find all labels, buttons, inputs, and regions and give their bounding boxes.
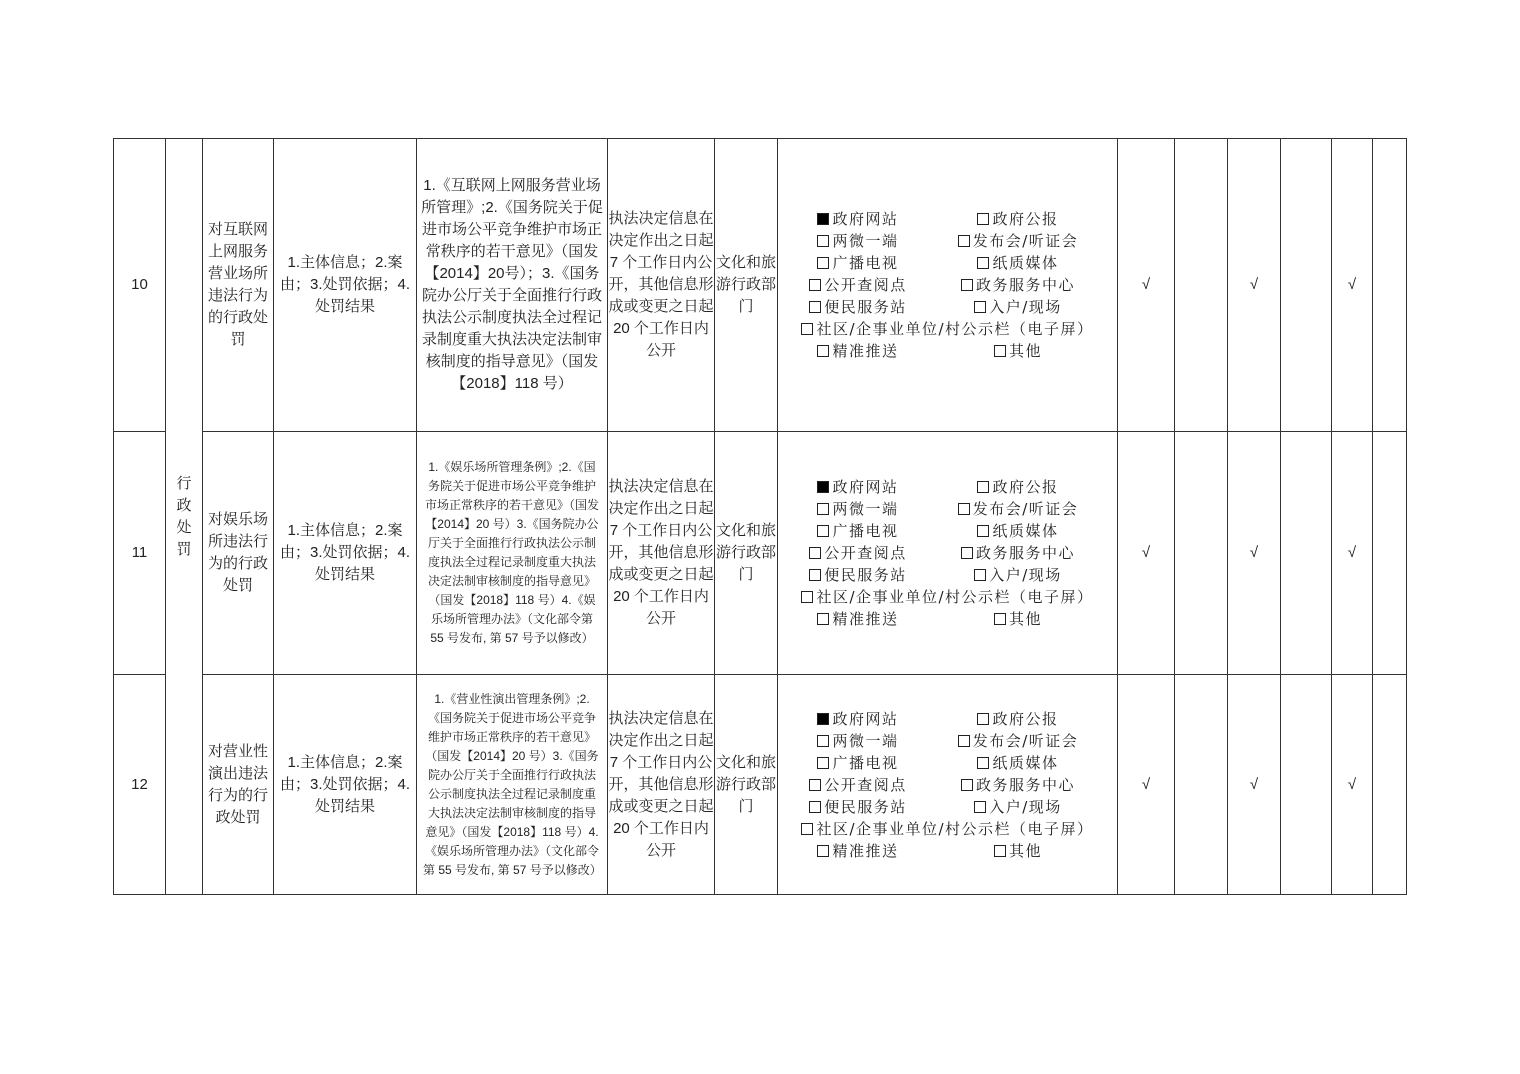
unchecked-box-icon	[809, 301, 821, 313]
channel-label: 发布会/听证会	[972, 232, 1079, 250]
channel-option	[778, 818, 1117, 840]
channel-option	[778, 340, 938, 362]
channel-option	[778, 252, 938, 274]
legal-basis: 1.《互联网上网服务营业场所管理》;2.《国务院关于促进市场公平竞争维护市场正常秩序的若干意见》（国发【2014】20号）；3.《国务院办公厅关于全面推行行政执法公示制度执法全过程记录制度重大执法决定法制审核制度的指导意见》（国发【2018】118 号）	[417, 139, 608, 432]
unchecked-box-icon	[994, 845, 1006, 857]
channel-label: 政府公报	[992, 709, 1059, 728]
channel-option	[938, 498, 1098, 520]
disclosure-time: 执法决定信息在决定作出之日起 7 个工作日内公开，其他信息形成或变更之日起 20 个工作日内公开	[608, 432, 715, 675]
responsible-department: 文化和旅游行政部门	[715, 675, 778, 895]
unchecked-box-icon	[974, 801, 986, 813]
unchecked-box-icon	[958, 235, 970, 247]
unchecked-box-icon	[958, 503, 970, 515]
unchecked-box-icon	[817, 525, 829, 537]
mark-cell	[1373, 139, 1407, 432]
mark-cell	[1175, 139, 1228, 432]
channel-label: 公开查阅点	[824, 544, 907, 562]
mark-cell	[1281, 675, 1332, 895]
unchecked-box-icon	[809, 779, 821, 791]
channel-label: 其他	[1008, 841, 1042, 860]
disclosure-channels	[778, 675, 1118, 895]
checked-box-icon	[817, 713, 829, 725]
channel-option	[778, 230, 938, 252]
channel-label: 政务服务中心	[975, 276, 1075, 294]
channel-label: 两微一端	[832, 731, 899, 750]
channel-option	[938, 796, 1098, 818]
channel-label: 政务服务中心	[975, 544, 1075, 562]
channel-option	[778, 208, 938, 230]
mark-cell	[1175, 432, 1228, 675]
channel-label: 政府公报	[992, 478, 1059, 496]
unchecked-box-icon	[809, 569, 821, 581]
channel-label: 广播电视	[832, 522, 899, 540]
channel-option	[778, 296, 938, 318]
disclosure-time: 执法决定信息在决定作出之日起 7 个工作日内公开，其他信息形成或变更之日起 20 个工作日内公开	[608, 675, 715, 895]
channel-option	[938, 230, 1098, 252]
category-cell	[166, 139, 203, 895]
channel-option	[938, 520, 1098, 542]
row-number: 12	[114, 675, 166, 895]
unchecked-box-icon	[994, 345, 1006, 357]
disclosure-content: 1.主体信息；2.案由；3.处罚依据；4.处罚结果	[274, 675, 417, 895]
legal-basis: 1.《娱乐场所管理条例》;2.《国务院关于促进市场公平竞争维护市场正常秩序的若干意见》（国发【2014】20 号）3.《国务院办公厅关于全面推行行政执法公示制度执法全过程记录制度重大执法决定法制审核制度的指导意见》（国发【2018】118 号）4.《娱乐场所管理办法》（文化部令第 55 号发布, 第 57 号予以修改）	[417, 432, 608, 675]
mark-cell	[1373, 675, 1407, 895]
unchecked-box-icon	[817, 735, 829, 747]
unchecked-box-icon	[809, 801, 821, 813]
channel-option	[778, 542, 938, 564]
channel-label: 其他	[1008, 610, 1042, 628]
disclosure-content: 1.主体信息；2.案由；3.处罚依据；4.处罚结果	[274, 432, 417, 675]
unchecked-box-icon	[817, 235, 829, 247]
channel-option	[938, 752, 1098, 774]
item-name: 对互联网上网服务营业场所违法行为的行政处罚	[203, 139, 274, 432]
channel-label: 社区/企事业单位/村公示栏（电子屏）	[816, 320, 1094, 338]
channel-option	[938, 542, 1098, 564]
channel-label: 公开查阅点	[824, 276, 907, 294]
row-number: 10	[114, 139, 166, 432]
channel-option	[938, 564, 1098, 586]
channel-label: 便民服务站	[824, 566, 907, 584]
channel-label: 政府公报	[992, 210, 1059, 228]
channel-option	[778, 318, 1117, 340]
channel-option	[938, 340, 1098, 362]
channel-label: 便民服务站	[824, 797, 907, 816]
mark-cell	[1175, 675, 1228, 895]
channel-option	[778, 774, 938, 796]
unchecked-box-icon	[801, 591, 813, 603]
disclosure-channels	[778, 139, 1118, 432]
table-row	[114, 432, 1407, 675]
channel-option	[778, 796, 938, 818]
disclosure-time: 执法决定信息在决定作出之日起 7 个工作日内公开，其他信息形成或变更之日起 20 个工作日内公开	[608, 139, 715, 432]
channel-option	[938, 708, 1098, 730]
category-label: 行政处罚	[176, 474, 192, 558]
channel-label: 纸质媒体	[992, 753, 1059, 772]
channel-label: 精准推送	[832, 342, 899, 360]
channel-option	[938, 274, 1098, 296]
channel-option	[938, 774, 1098, 796]
channel-label: 两微一端	[832, 500, 899, 518]
responsible-department: 文化和旅游行政部门	[715, 432, 778, 675]
channel-list	[778, 708, 1117, 862]
unchecked-box-icon	[977, 481, 989, 493]
channel-label: 便民服务站	[824, 298, 907, 316]
channel-option	[778, 752, 938, 774]
unchecked-box-icon	[961, 547, 973, 559]
unchecked-box-icon	[977, 713, 989, 725]
channel-label: 公开查阅点	[824, 775, 907, 794]
unchecked-box-icon	[801, 823, 813, 835]
channel-list	[778, 476, 1117, 630]
unchecked-box-icon	[977, 757, 989, 769]
unchecked-box-icon	[817, 613, 829, 625]
responsible-department: 文化和旅游行政部门	[715, 139, 778, 432]
mark-cell	[1281, 432, 1332, 675]
checked-box-icon	[817, 481, 829, 493]
channel-option	[778, 520, 938, 542]
channel-option	[778, 708, 938, 730]
mark-cell: √	[1118, 432, 1175, 675]
channel-option	[938, 476, 1098, 498]
legal-basis: 1.《营业性演出管理条例》;2.《国务院关于促进市场公平竞争维护市场正常秩序的若干意见》（国发【2014】20 号）3.《国务院办公厅关于全面推行行政执法公示制度执法全过程记录制度重大执法决定法制审核制度的指导意见》（国发【2018】118 号）4.《娱乐场所管理办法》（文化部令第 55 号发布, 第 57 号予以修改）	[417, 675, 608, 895]
unchecked-box-icon	[817, 345, 829, 357]
channel-option	[778, 274, 938, 296]
item-name: 对娱乐场所违法行为的行政处罚	[203, 432, 274, 675]
channel-label: 精准推送	[832, 610, 899, 628]
channel-label: 广播电视	[832, 753, 899, 772]
unchecked-box-icon	[817, 845, 829, 857]
unchecked-box-icon	[801, 323, 813, 335]
channel-option	[778, 564, 938, 586]
unchecked-box-icon	[977, 213, 989, 225]
table-row	[114, 675, 1407, 895]
unchecked-box-icon	[958, 735, 970, 747]
channel-label: 政府网站	[832, 709, 899, 728]
mark-cell: √	[1118, 675, 1175, 895]
channel-option	[778, 498, 938, 520]
channel-label: 政务服务中心	[975, 775, 1075, 794]
channel-label: 纸质媒体	[992, 522, 1059, 540]
mark-cell	[1373, 432, 1407, 675]
channel-label: 入户/现场	[989, 298, 1062, 316]
disclosure-channels	[778, 432, 1118, 675]
unchecked-box-icon	[809, 547, 821, 559]
mark-cell: √	[1118, 139, 1175, 432]
channel-option	[778, 730, 938, 752]
unchecked-box-icon	[817, 503, 829, 515]
table-row	[114, 139, 1407, 432]
channel-option	[938, 208, 1098, 230]
unchecked-box-icon	[974, 569, 986, 581]
checked-box-icon	[817, 213, 829, 225]
mark-cell: √	[1228, 675, 1281, 895]
channel-option	[778, 586, 1117, 608]
mark-cell: √	[1228, 139, 1281, 432]
channel-label: 精准推送	[832, 841, 899, 860]
channel-option	[778, 476, 938, 498]
unchecked-box-icon	[977, 257, 989, 269]
unchecked-box-icon	[809, 279, 821, 291]
unchecked-box-icon	[961, 779, 973, 791]
disclosure-table	[113, 138, 1407, 895]
channel-option	[938, 730, 1098, 752]
item-name: 对营业性演出违法行为的行政处罚	[203, 675, 274, 895]
unchecked-box-icon	[817, 757, 829, 769]
channel-label: 其他	[1008, 342, 1042, 360]
channel-label: 政府网站	[832, 478, 899, 496]
mark-cell: √	[1332, 139, 1373, 432]
channel-label: 入户/现场	[989, 797, 1062, 816]
channel-label: 入户/现场	[989, 566, 1062, 584]
channel-label: 政府网站	[832, 210, 899, 228]
channel-label: 发布会/听证会	[972, 731, 1079, 750]
channel-option	[938, 296, 1098, 318]
unchecked-box-icon	[977, 525, 989, 537]
mark-cell: √	[1228, 432, 1281, 675]
channel-label: 纸质媒体	[992, 254, 1059, 272]
channel-option	[938, 840, 1098, 862]
unchecked-box-icon	[974, 301, 986, 313]
mark-cell: √	[1332, 675, 1373, 895]
channel-label: 两微一端	[832, 232, 899, 250]
channel-label: 广播电视	[832, 254, 899, 272]
mark-cell	[1281, 139, 1332, 432]
channel-option	[938, 252, 1098, 274]
channel-option	[778, 608, 938, 630]
mark-cell: √	[1332, 432, 1373, 675]
channel-label: 社区/企事业单位/村公示栏（电子屏）	[816, 588, 1094, 606]
unchecked-box-icon	[994, 613, 1006, 625]
channel-label: 社区/企事业单位/村公示栏（电子屏）	[816, 819, 1094, 838]
unchecked-box-icon	[817, 257, 829, 269]
channel-list	[778, 208, 1117, 362]
channel-option	[778, 840, 938, 862]
channel-label: 发布会/听证会	[972, 500, 1079, 518]
row-number: 11	[114, 432, 166, 675]
channel-option	[938, 608, 1098, 630]
disclosure-content: 1.主体信息；2.案由；3.处罚依据；4.处罚结果	[274, 139, 417, 432]
unchecked-box-icon	[961, 279, 973, 291]
